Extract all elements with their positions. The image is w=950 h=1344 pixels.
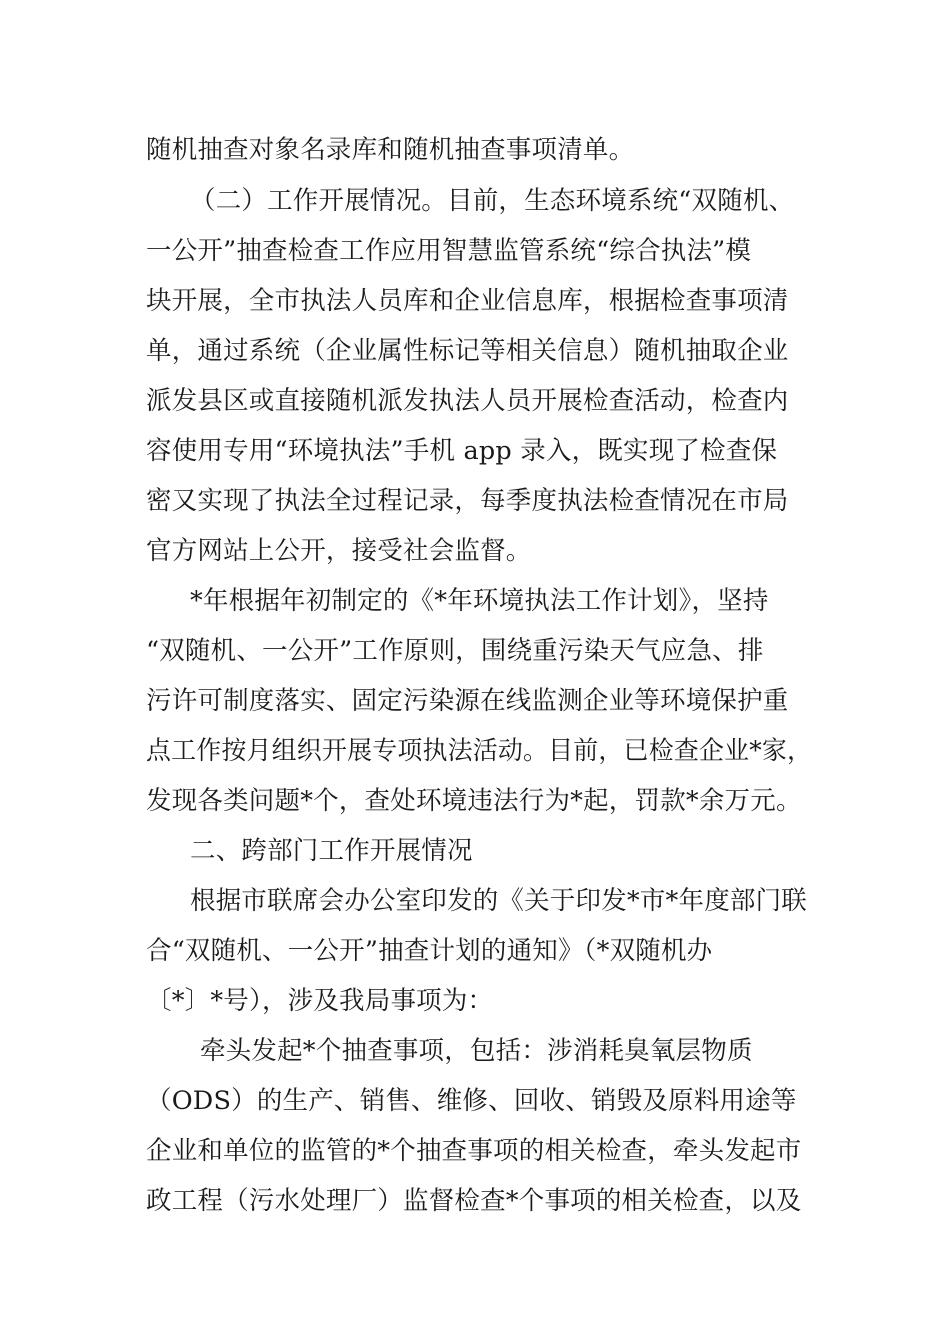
text-line: 污许可制度落实、固定污染源在线监测企业等环境保护重 [146, 686, 789, 716]
paragraph-start: 根据市联席会办公室印发的《关于印发*市*年度部门联 [190, 886, 808, 916]
text-line: 密又实现了执法全过程记录，每季度执法检查情况在市局 [146, 486, 789, 516]
text-line: 派发县区或直接随机派发执法人员开展检查活动，检查内 [146, 386, 789, 416]
section-heading: （二）工作开展情况。目前，生态环境系统“双随机、 [190, 186, 795, 216]
text-line: （ODS）的生产、销售、维修、回收、销毁及原料用途等 [146, 1086, 797, 1116]
text-line: 容使用专用“环境执法”手机 app 录入，既实现了检查保 [146, 436, 778, 466]
section-heading: 二、跨部门工作开展情况 [190, 836, 473, 866]
text-line: “双随机、一公开”工作原则，围绕重污染天气应急、排 [146, 636, 764, 666]
text-line: 官方网站上公开，接受社会监督。 [146, 536, 532, 566]
text-line: 点工作按月组织开展专项执法活动。目前，已检查企业*家， [146, 736, 813, 766]
text-line: 〔*〕*号），涉及我局事项为： [146, 986, 494, 1016]
text-line: 政工程（污水处理厂）监督检查*个事项的相关检查，以及 [146, 1186, 802, 1216]
text-line: 一公开”抽查检查工作应用智慧监管系统“综合执法”模 [146, 236, 752, 266]
text-line: 单，通过系统（企业属性标记等相关信息）随机抽取企业 [146, 336, 789, 366]
text-line: 块开展，全市执法人员库和企业信息库，根据检查事项清 [146, 286, 789, 316]
text-line: 合“双随机、一公开”抽查计划的通知》（*双随机办 [146, 936, 713, 966]
text-line: 企业和单位的监管的*个抽查事项的相关检查，牵头发起市 [146, 1136, 802, 1166]
text-line: 随机抽查对象名录库和随机抽查事项清单。 [146, 135, 635, 165]
paragraph-start: 牵头发起*个抽查事项，包括：涉消耗臭氧层物质 [200, 1036, 753, 1066]
paragraph-start: *年根据年初制定的《*年环境执法工作计划》，坚持 [190, 586, 769, 616]
text-line: 发现各类问题*个，查处环境违法行为*起，罚款*余万元。 [146, 786, 802, 816]
